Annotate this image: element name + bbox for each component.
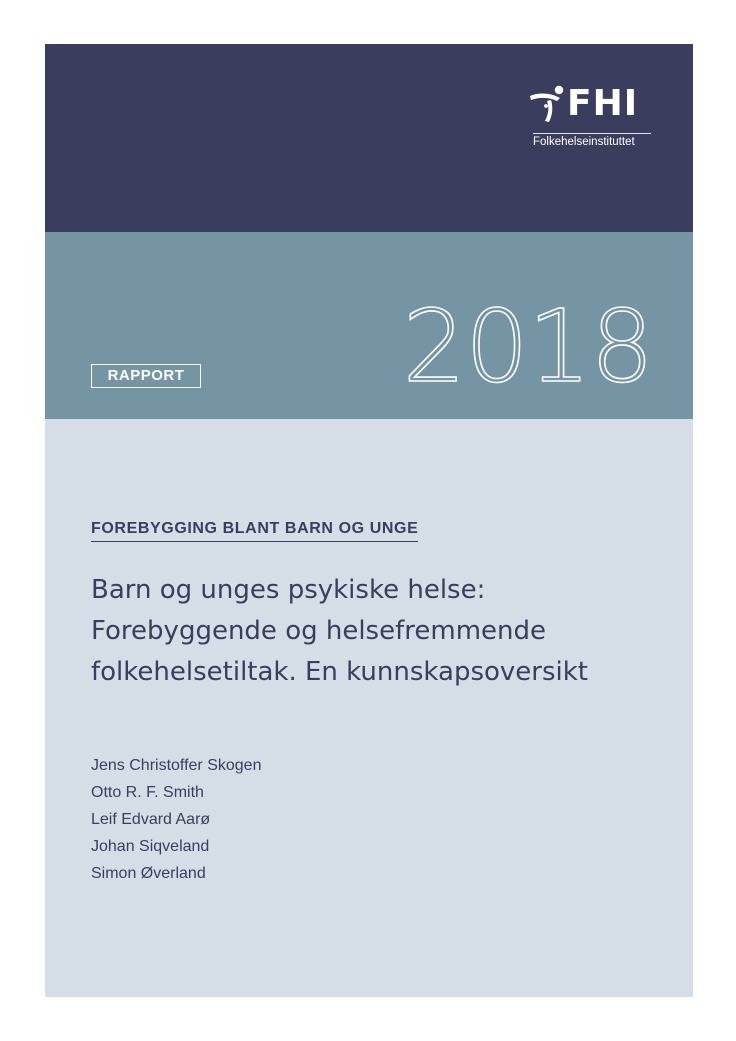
report-title-line: Barn og unges psykiske helse: — [91, 575, 486, 605]
report-title-line: Forebyggende og helsefremmende — [91, 616, 546, 646]
report-year: 2018 — [402, 288, 653, 405]
author-name: Simon Øverland — [91, 865, 206, 882]
author-name: Jens Christoffer Skogen — [91, 757, 262, 774]
content-band — [45, 419, 693, 997]
fhi-logo-text: FHI — [567, 83, 639, 124]
fhi-logo-subtitle: Folkehelseinstituttet — [533, 133, 651, 149]
author-list — [91, 752, 261, 887]
report-title — [91, 570, 671, 693]
report-type-badge: RAPPORT — [91, 364, 201, 388]
fhi-logo — [527, 82, 657, 148]
report-cover — [45, 44, 693, 997]
author-name: Johan Siqveland — [91, 838, 210, 855]
author-name: Leif Edvard Aarø — [91, 811, 211, 828]
header-band — [45, 44, 693, 232]
fhi-figure-icon — [527, 82, 571, 126]
report-title-line: folkehelsetiltak. En kunnskapsoversikt — [91, 657, 588, 687]
series-title: FOREBYGGING BLANT BARN OG UNGE — [91, 518, 418, 542]
author-name: Otto R. F. Smith — [91, 784, 204, 801]
